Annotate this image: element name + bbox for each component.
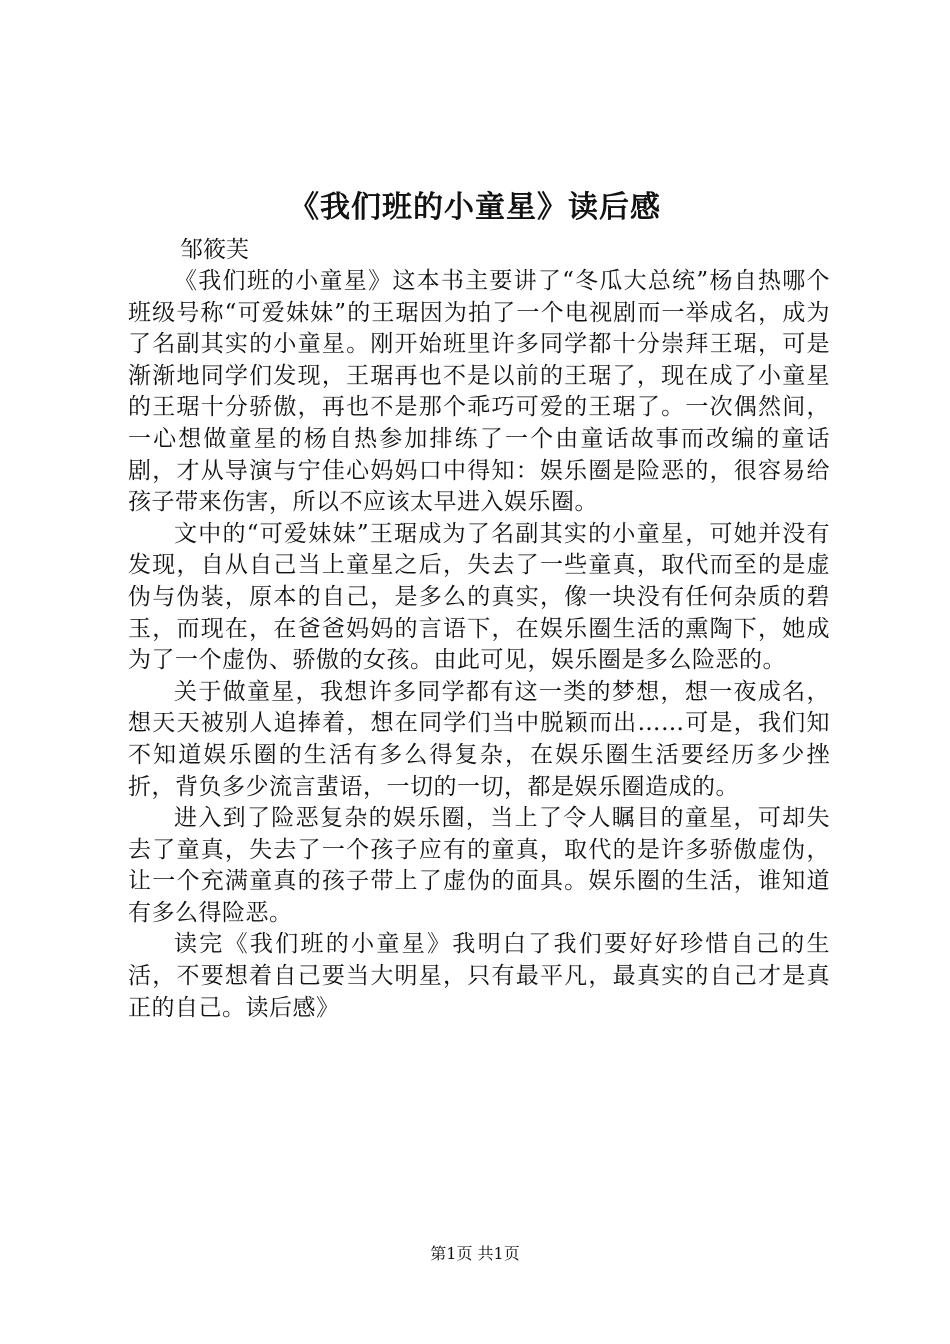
body-paragraph: 文中的“可爱妹妹”王琚成为了名副其实的小童星，可她并没有发现，自从自己当上童星之后，失去了一些童真，取代而至的是虚伪与伪装，原本的自己，是多么的真实，像一块没有任何杂质的碧玉，而现在，在爸爸妈妈的言语下，在娱乐圈生活的熏陶下，她成为了一个虚伪、骄傲的女孩。由此可见，娱乐圈是多么险恶的。 — [128, 520, 830, 674]
body-paragraph: 进入到了险恶复杂的娱乐圈，当上了令人瞩目的童星，可却失去了童真，失去了一个孩子应有的童真，取代的是许多骄傲虚伪，让一个充满童真的孩子带上了虚伪的面具。娱乐圈的生活，谁知道有多么得险恶。 — [128, 805, 830, 926]
body-paragraph: 关于做童星，我想许多同学都有这一类的梦想，想一夜成名，想天天被别人追捧着，想在同学们当中脱颖而出……可是，我们知不知道娱乐圈的生活有多么得复杂，在娱乐圈生活要经历多少挫折，背负多少流言蜚语，一切的一切，都是娱乐圈造成的。 — [128, 678, 830, 800]
body-paragraph: 读完《我们班的小童星》我明白了我们要好好珍惜自己的生活，不要想着自己要当大明星，只有最平凡，最真实的自己才是真正的自己。读后感》 — [128, 931, 830, 1021]
author-name: 邹筱芙 — [180, 237, 249, 263]
document-body — [128, 266, 830, 1024]
document-title: 《我们班的小童星》读后感 — [289, 190, 661, 225]
page-footer: 第1页 共1页 — [430, 1244, 520, 1263]
body-paragraph: 《我们班的小童星》这本书主要讲了“冬瓜大总统”杨自热哪个班级号称“可爱妹妹”的王琚因为拍了一个电视剧而一举成名，成为了名副其实的小童星。刚开始班里许多同学都十分崇拜王琚，可是渐渐地同学们发现，王琚再也不是以前的王琚了，现在成了小童星的王琚十分骄傲，再也不是那个乖巧可爱的王琚了。一次偶然间，一心想做童星的杨自热参加排练了一个由童话故事而改编的童话剧，才从导演与宁佳心妈妈口中得知：娱乐圈是险恶的，很容易给孩子带来伤害，所以不应该太早进入娱乐圈。 — [128, 268, 830, 516]
